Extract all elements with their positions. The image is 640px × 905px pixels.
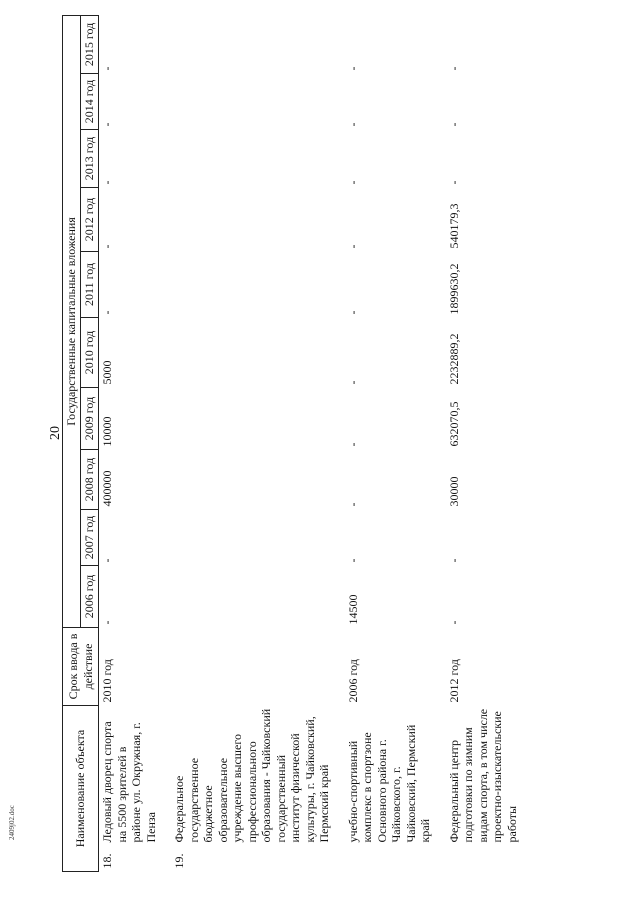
row-number — [345, 846, 434, 872]
header-year: 2007 год — [81, 510, 99, 566]
header-year: 2009 год — [81, 388, 99, 450]
page-number: 20 — [48, 426, 63, 440]
investment-value: - — [345, 442, 360, 447]
investment-value — [171, 450, 333, 510]
investment-value: 5000 — [100, 360, 114, 385]
header-year: 2013 год — [81, 130, 99, 188]
row-spacer — [333, 15, 345, 871]
investment-value: - — [345, 310, 360, 315]
investment-value: - — [345, 122, 360, 127]
header-year: 2012 год — [81, 188, 99, 252]
rotated-table-container — [62, 22, 598, 872]
investment-value: 632070,5 — [446, 401, 461, 447]
footer-file-name: 2409j02.doc — [8, 805, 16, 840]
row-number: 18. — [100, 853, 114, 869]
investment-value: - — [345, 180, 360, 185]
header-year: 2008 год — [81, 450, 99, 510]
commissioning-term: 2006 год — [345, 659, 360, 703]
object-name: Федеральный центр подготовки по зимним видам спорта, в том числе проектно-изыскательские работы — [446, 708, 519, 843]
object-name: Ледовый дворец спорта на 5500 зрителей в районе ул. Окружная, г. Пенза — [100, 721, 158, 843]
investment-value: 14500 — [345, 594, 360, 625]
investment-value — [171, 74, 333, 130]
investment-value: 30000 — [446, 476, 461, 507]
spacer-cell — [159, 15, 171, 871]
header-object-name: Наименование объекта — [63, 706, 99, 872]
investment-value: - — [100, 66, 114, 71]
investment-value: - — [345, 380, 360, 385]
row-number — [446, 846, 521, 872]
spacer-cell — [333, 15, 345, 871]
row-spacer — [159, 15, 171, 871]
investment-table — [62, 15, 520, 872]
investment-value: - — [100, 180, 114, 185]
table-body — [99, 15, 521, 871]
object-name: учебно-спортивный комплекс в спортзоне Основного района г. Чайковского, г. Чайковский, Пермский край — [345, 724, 432, 843]
investment-value: - — [100, 558, 114, 563]
header-year: 2010 год — [81, 318, 99, 388]
investment-value: 1899630,2 — [446, 263, 461, 315]
investment-value — [171, 15, 333, 73]
investment-value: - — [345, 558, 360, 563]
investment-value — [171, 318, 333, 388]
object-name: Федеральное государственное бюджетное образовательное учреждение высшего профессионального образования - Чайковский государственный институт физической культуры, г. Чайковский, Пермский край — [172, 708, 331, 843]
commissioning-term: 2010 год — [100, 659, 114, 703]
table-row — [171, 15, 333, 871]
spacer-cell — [434, 15, 446, 871]
header-year: 2011 год — [81, 252, 99, 318]
header-capital-investment: Государственные капитальные вложения — [63, 15, 81, 627]
row-spacer — [434, 15, 446, 871]
investment-value: - — [446, 66, 461, 71]
investment-value: - — [345, 66, 360, 71]
investment-value — [171, 188, 333, 252]
investment-value: - — [100, 620, 114, 625]
investment-value: 400000 — [100, 470, 114, 507]
investment-value: - — [100, 310, 114, 315]
investment-value — [171, 510, 333, 566]
table-row — [446, 15, 521, 871]
row-number: 19. — [172, 853, 186, 869]
investment-value: 2232889,2 — [446, 333, 461, 385]
investment-value — [171, 130, 333, 188]
investment-value — [171, 252, 333, 318]
investment-value: - — [446, 122, 461, 127]
commissioning-term — [171, 628, 333, 706]
investment-value — [171, 388, 333, 450]
investment-value: - — [100, 122, 114, 127]
investment-value: - — [345, 244, 360, 249]
table-row — [99, 15, 160, 871]
investment-value — [171, 566, 333, 628]
header-year: 2014 год — [81, 74, 99, 130]
table-row — [345, 15, 434, 871]
investment-value: - — [446, 558, 461, 563]
header-year: 2006 год — [81, 566, 99, 628]
investment-value: 10000 — [100, 416, 114, 447]
commissioning-term: 2012 год — [446, 659, 461, 703]
investment-value: - — [446, 620, 461, 625]
investment-value: - — [446, 180, 461, 185]
header-term: Срок ввода в действие — [63, 628, 99, 706]
header-year: 2015 год — [81, 15, 99, 73]
investment-value: - — [345, 502, 360, 507]
investment-value: 540179,3 — [446, 203, 461, 249]
investment-value: - — [100, 244, 114, 249]
